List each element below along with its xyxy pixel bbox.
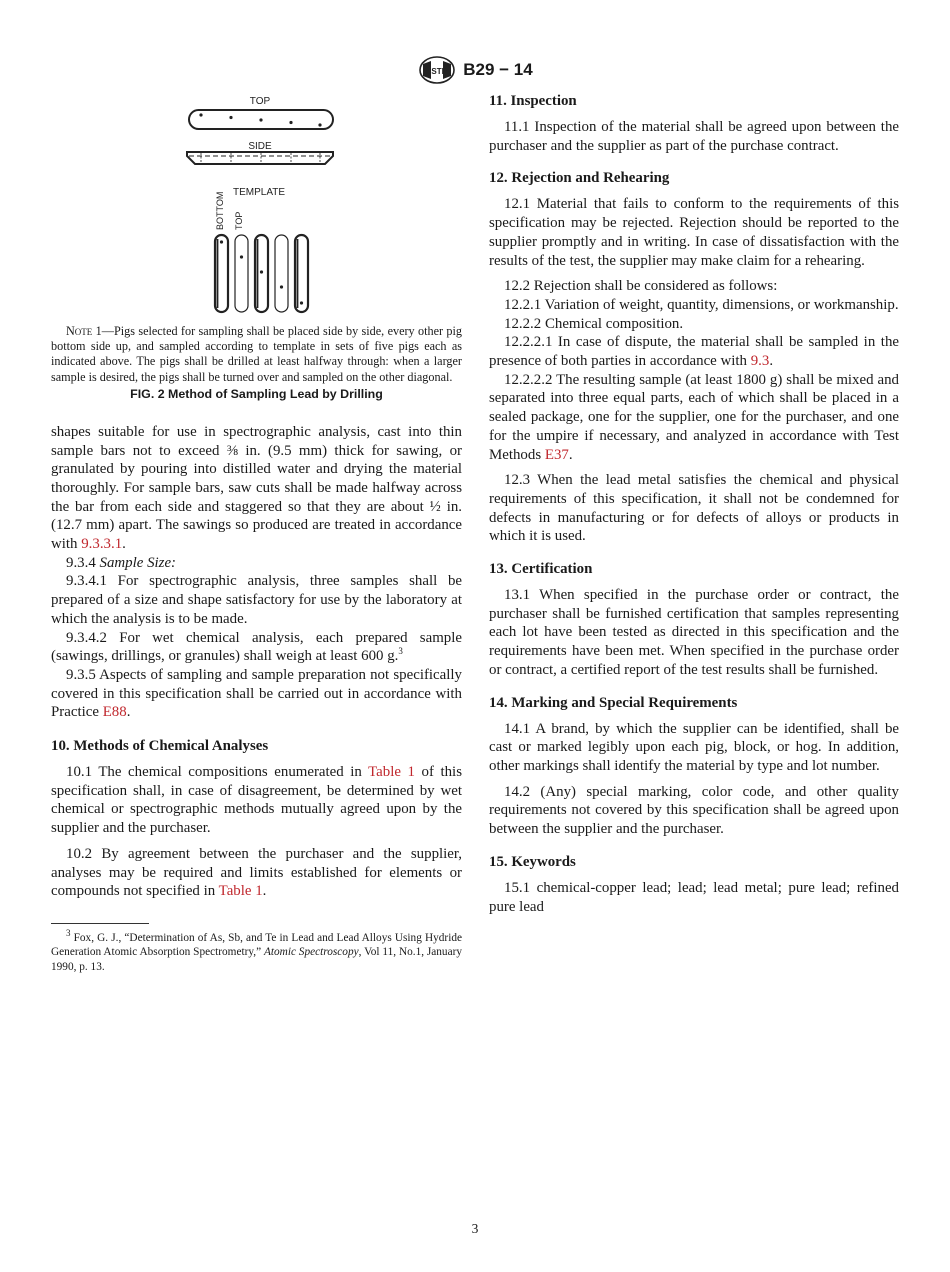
drill-point bbox=[229, 116, 232, 119]
section-14-2: 14.2 (Any) special marking, color code, and other quality requirements not covered by this specification shall be agreed upon between the supplier and the purchaser. bbox=[489, 783, 899, 838]
document-id: B29 − 14 bbox=[463, 60, 533, 79]
link-table-1[interactable]: Table 1 bbox=[218, 883, 263, 900]
section-12-2-1: 12.2.1 Variation of weight, quantity, dimensions, or workmanship. bbox=[504, 296, 899, 313]
figure-note bbox=[51, 324, 462, 385]
section-9-3-4-2: 9.3.4.2 For wet chemical analysis, each prepared sample (sawings, drillings, or granules) shall weigh at least 600 g.$^3$ bbox=[51, 629, 462, 665]
left-column bbox=[51, 92, 462, 974]
figure-caption: FIG. 2 Method of Sampling Lead by Drilling bbox=[130, 386, 383, 401]
astm-logo-icon bbox=[417, 55, 457, 85]
figure-2 bbox=[51, 92, 462, 401]
heading-section-15: 15. Keywords bbox=[489, 853, 576, 870]
link-e88[interactable]: E88 bbox=[102, 704, 127, 721]
section-9-3-4: 9.3.4 Sample Size: bbox=[66, 554, 177, 571]
template-drill-point bbox=[279, 285, 282, 288]
link-9-3[interactable]: 9.3 bbox=[750, 353, 770, 370]
right-column bbox=[489, 92, 899, 916]
link-9-3-3-1[interactable]: 9.3.3.1 bbox=[81, 536, 123, 553]
link-table-1[interactable]: Table 1 bbox=[368, 764, 415, 781]
heading-section-11: 11. Inspection bbox=[489, 93, 577, 109]
label-bottom: BOTTOM bbox=[214, 191, 225, 230]
section-13-1: 13.1 When specified in the purchase order or contract, the purchaser shall be furnished certification that samples representing each lot have been tested as directed in this specification and the requirements have been met. When specified in the purchase order or contract, a certified report of the test results shall be furnished. bbox=[489, 587, 899, 678]
template-drill-point bbox=[239, 255, 242, 258]
section-15-1: 15.1 chemical-copper lead; lead; lead metal; pure lead; refined pure lead bbox=[489, 879, 899, 915]
link-e37[interactable]: E37 bbox=[544, 446, 569, 463]
section-14-1: 14.1 A brand, by which the supplier can be identified, shall be cast or marked legibly upon each pig, block, or hog. In addition, other markings shall identify the material by type and lot number. bbox=[489, 720, 899, 774]
heading-section-14: 14. Marking and Special Requirements bbox=[489, 694, 738, 711]
section-10-2: 10.2 By agreement between the purchaser and the supplier, analyses may be required and limits established for elements or compounds not specified in Table 1. bbox=[51, 845, 462, 900]
template-pig bbox=[235, 235, 248, 312]
section-12-2: 12.2 Rejection shall be considered as follows: bbox=[504, 278, 778, 295]
heading-section-13: 13. Certification bbox=[489, 561, 593, 578]
heading-section-12: 12. Rejection and Rehearing bbox=[489, 170, 670, 187]
section-10-1: 10.1 The chemical compositions enumerated in Table 1 of this specification shall, in case of disagreement, be determined by wet chemical or spectrographic methods mutually agreed upon by the supplier and the purchaser. bbox=[51, 764, 462, 837]
section-11-1: 11.1 Inspection of the material shall be agreed upon between the purchaser and the supplier as part of the purchase contract. bbox=[489, 119, 899, 154]
section-12-2-2: 12.2.2 Chemical composition. bbox=[504, 315, 684, 332]
template-drill-point bbox=[259, 270, 262, 273]
svg-text:ASTM: ASTM bbox=[425, 67, 449, 76]
drill-point bbox=[318, 123, 321, 126]
page-header bbox=[0, 55, 950, 90]
section-12-2-2-2: 12.2.2.2 The resulting sample (at least 1800 g) shall be mixed and separated into three equal parts, each of which shall be placed in a sealed package, one for the supplier, one for the purchaser, and one for the umpire if necessary, and analyzed in accordance with Test Methods E37. bbox=[489, 371, 899, 463]
footnote-ref-3[interactable]: 3 bbox=[398, 646, 403, 657]
drill-point bbox=[199, 113, 202, 116]
section-12-3: 12.3 When the lead metal satisfies the chemical and physical requirements of this specification, it shall not be condemned for defects in manufacturing or for defects of alloys or products in which it is used. bbox=[489, 472, 899, 545]
template-drill-point bbox=[299, 301, 302, 304]
drill-point bbox=[259, 118, 262, 121]
section-12-1: 12.1 Material that fails to conform to the requirements of this specification may be rejected. Rejection should be reported to the supplier promptly and in writing. In case of dissatisfaction with the results of the test, the supplier may make claim for a rehearing. bbox=[489, 196, 899, 269]
template-drill-point bbox=[219, 240, 222, 243]
label-top: TOP bbox=[249, 96, 270, 107]
note-label: Note 1 bbox=[66, 324, 102, 338]
section-12-2-2-1: 12.2.2.1 In case of dispute, the material shall be sampled in the presence of both parties in accordance with 9.3. bbox=[489, 334, 899, 370]
label-top-vertical: TOP bbox=[233, 211, 244, 230]
label-side: SIDE bbox=[247, 141, 272, 152]
paragraph-9-3-3-cont: shapes suitable for use in spectrographic analysis, cast into thin sample bars not to exceed ⅜ in. (9.5 mm) thick for sawing, or granulated by pouring into distilled water and drying the material thoroughly. For sample bars, saw cuts shall be made halfway across the bar from each side and staggered so that they are about ½ in. (12.7 mm) apart. The sawings so produced are treated in accordance with 9.3.3.1. bbox=[51, 423, 462, 553]
footnote-rule bbox=[51, 923, 149, 924]
template-pig bbox=[275, 235, 288, 312]
section-9-3-4-1: 9.3.4.1 For spectrographic analysis, three samples shall be prepared of a size and shape satisfactory for use by the laboratory at which the analysis is to be made. bbox=[51, 573, 462, 627]
note-text: —Pigs selected for sampling shall be placed side by side, every other pig bottom side up, and sampled according to template in sets of five pigs each as indicated above. The pigs shall be drilled at least halfway through: when a larger sample is desired, the pigs shall be turned over and sampled on the other diagonal. bbox=[51, 324, 462, 384]
heading-section-10: 10. Methods of Chemical Analyses bbox=[51, 738, 269, 755]
sampling-diagram bbox=[177, 92, 337, 314]
pig-side-view bbox=[187, 152, 333, 164]
drill-point bbox=[289, 121, 292, 124]
label-template: TEMPLATE bbox=[232, 187, 285, 198]
page-number: 3 bbox=[471, 1221, 479, 1236]
footnote-3: $^3$ Fox, G. J., “Determination of As, Sb, and Te in Lead and Lead Alloys Using Hydride Generation Atomic Absorption Spectrometry,” Atomic Spectroscopy, Vol 11, No.1, January 1990, p. 13. bbox=[51, 928, 463, 973]
section-9-3-5: 9.3.5 Aspects of sampling and sample preparation not specifically covered in this specification shall be carried out in accordance with Practice E88. bbox=[51, 666, 462, 721]
